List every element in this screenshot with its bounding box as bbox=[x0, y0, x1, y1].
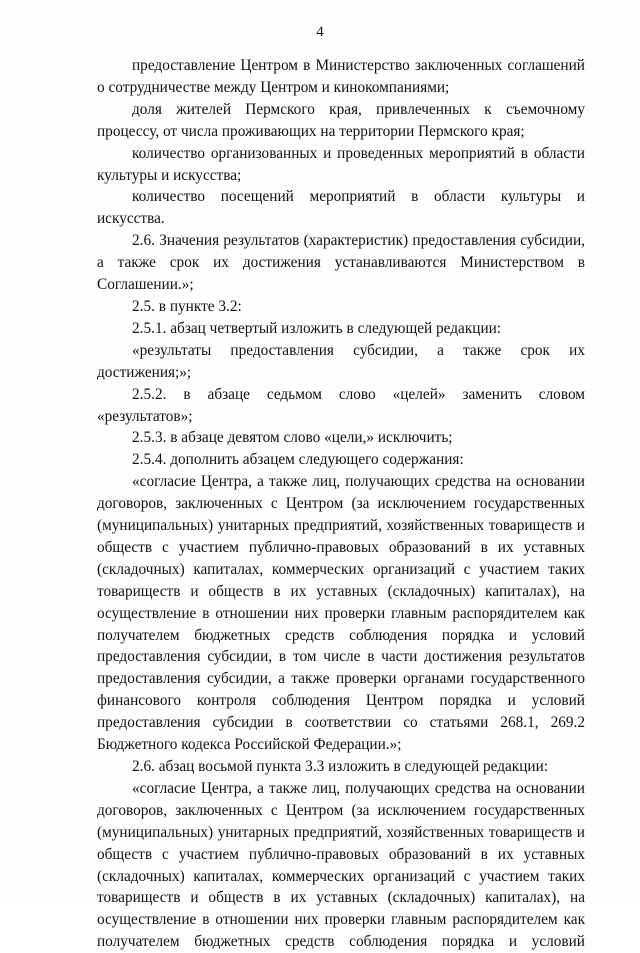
paragraph: предоставление Центром в Министерство заключенных соглашений о сотрудничестве между Центром и кинокомпаниями; bbox=[97, 57, 585, 96]
paragraph: «согласие Центра, а также лиц, получающих средства на основании договоров, заключенных с Центром (за исключением государственных (муниципальных) унитарных предприятий, хозяйственных товариществ и обществ с участием публично-правовых образований в их уставных (складочных) капиталах, коммерческих организаций с участием таких товариществ и обществ в их уставных (складочных) капиталах), на осуществление в отношении них проверки главным распорядителем как получателем бюджетных средств соблюдения порядка и условий предоставления субсидии, в том числе в части достижения результатов предоставления субсидии, а также проверки органами государственного финансового контроля соблюдения Центром порядка и условий предоставления субсидии в соответствии со статьями 268.1, 269.2 Бюджетного кодекса Российской Федерации.»; bbox=[97, 473, 585, 754]
paragraph: доля жителей Пермского края, привлеченных к съемочному процессу, от числа проживающих на территории Пермского края; bbox=[97, 100, 585, 140]
paragraph: 2.5.1. абзац четвертый изложить в следующей редакции: bbox=[132, 319, 502, 337]
paragraph: количество организованных и проведенных мероприятий в области культуры и искусства; bbox=[97, 144, 585, 184]
paragraph: 2.5.4. дополнить абзацем следующего содержания: bbox=[132, 451, 464, 469]
paragraph: 2.5.3. в абзаце девятом слово «цели,» исключить; bbox=[132, 429, 453, 447]
document-body bbox=[97, 55, 585, 953]
paragraph: 2.5.2. в абзаце седьмом слово «целей» заменить словом «результатов»; bbox=[97, 385, 585, 425]
paragraph: «результаты предоставления субсидии, а также срок их достижения;»; bbox=[97, 341, 585, 381]
paragraph: 2.5. в пункте 3.2: bbox=[132, 297, 242, 315]
page-number: 4 bbox=[316, 24, 324, 40]
paragraph: 2.6. Значения результатов (характеристик) предоставления субсидии, а также срок их достижения устанавливаются Министерством в Соглашении.»; bbox=[97, 232, 585, 294]
paragraph: количество посещений мероприятий в области культуры и искусства. bbox=[97, 188, 585, 228]
paragraph: 2.6. абзац восьмой пункта 3.3 изложить в следующей редакции: bbox=[132, 758, 549, 775]
paragraph: «согласие Центра, а также лиц, получающих средства на основании договоров, заключенных с Центром (за исключением государственных (муниципальных) унитарных предприятий, хозяйственных товариществ и обществ с участием публично-правовых образований в их уставных (складочных) капиталах, коммерческих организаций с участием таких товариществ и обществ в их уставных (складочных) капиталах), на осуществление в отношении них проверки главным распорядителем как получателем бюджетных средств соблюдения порядка и условий bbox=[97, 779, 585, 951]
